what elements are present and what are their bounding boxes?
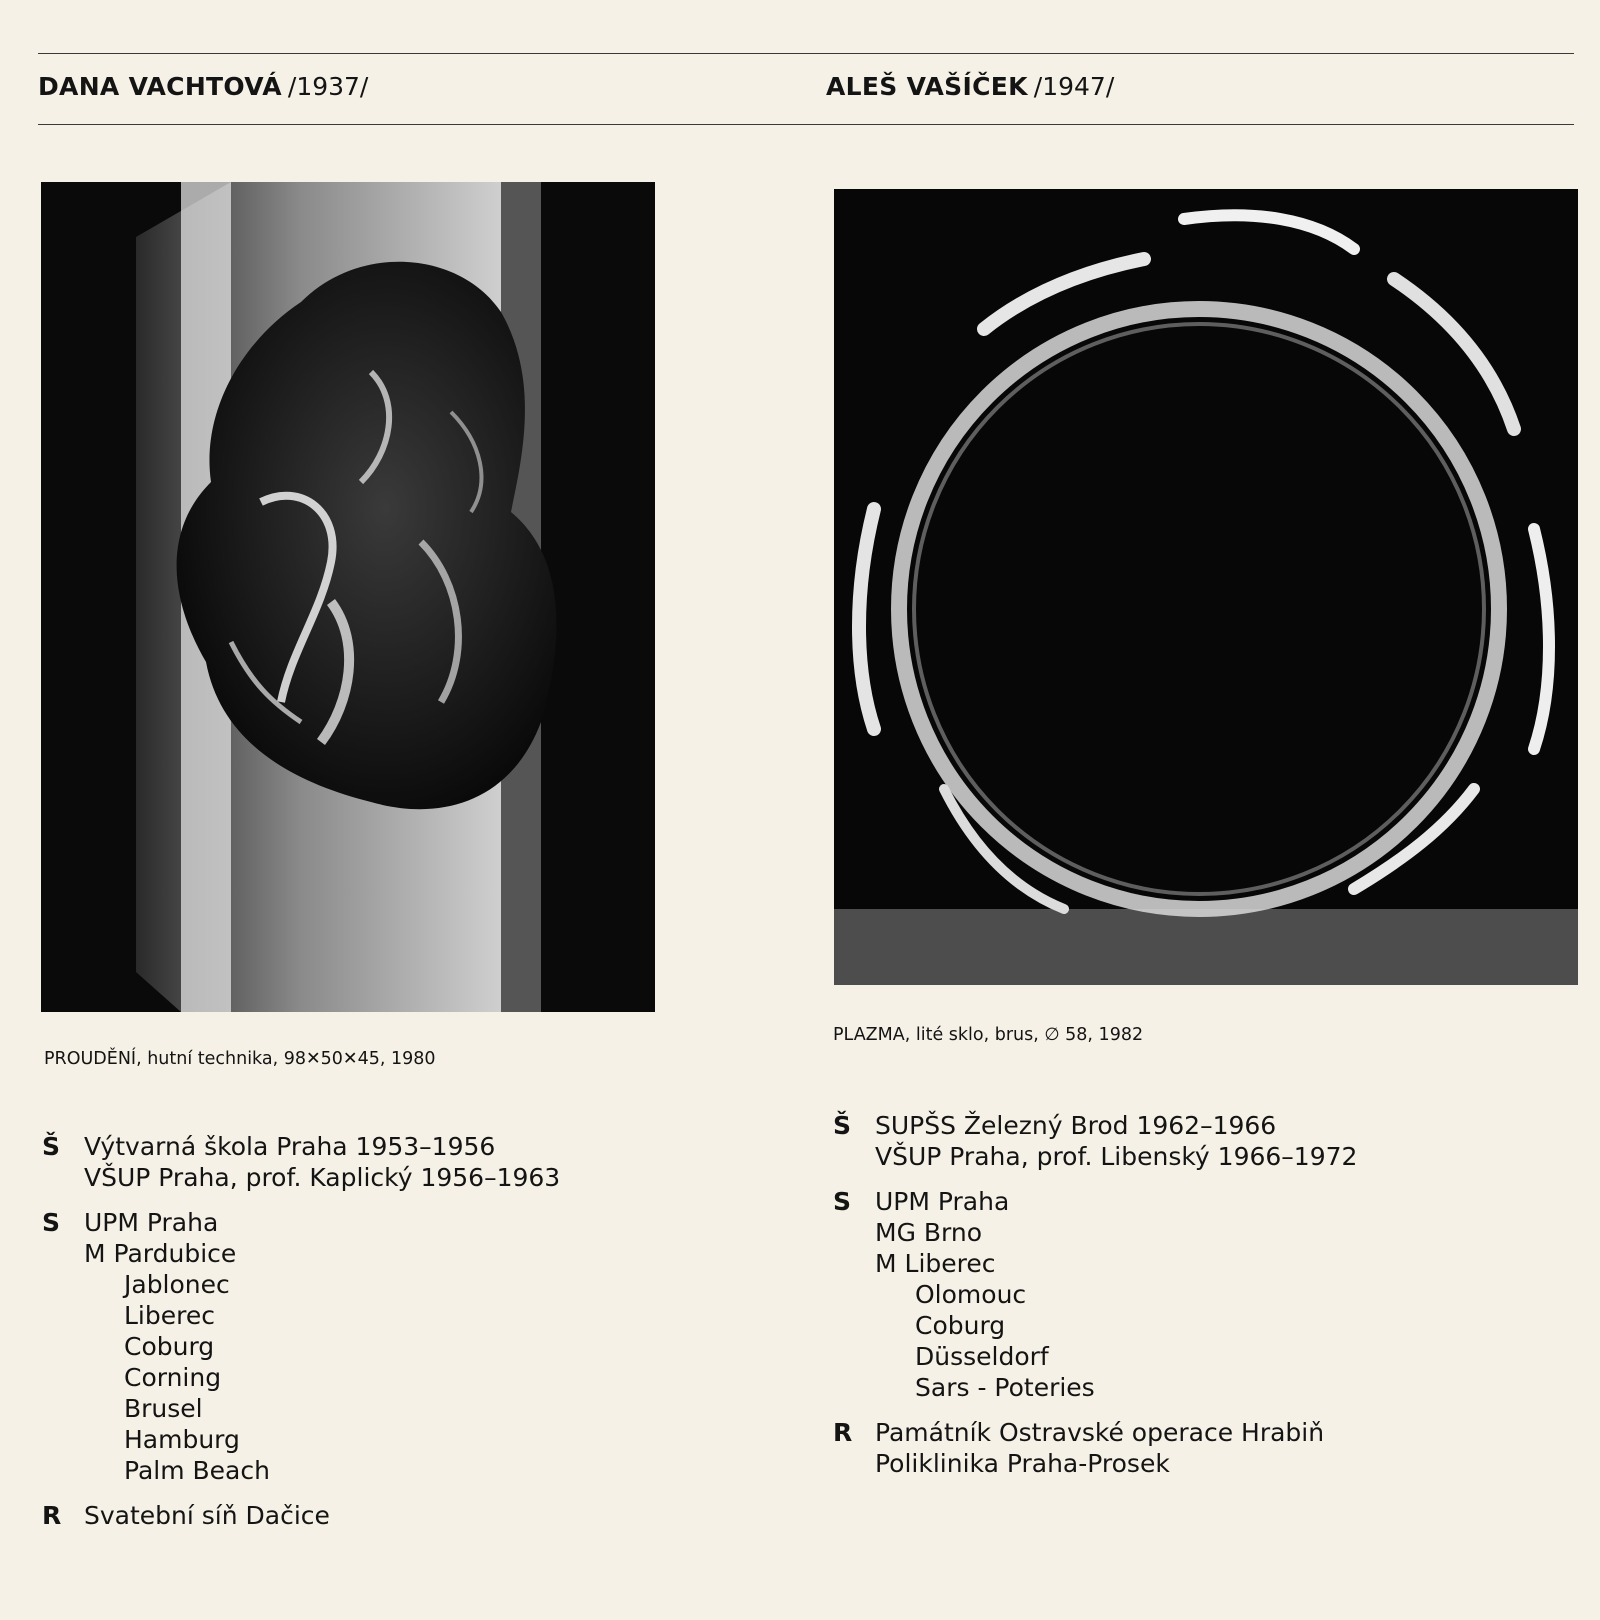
realizations-marker: R [42, 1501, 62, 1530]
collections-marker: S [833, 1187, 852, 1216]
realization-item: Svatební síň Dačice [84, 1501, 330, 1530]
school-row [833, 1141, 1357, 1172]
header-top-rule [38, 53, 1574, 54]
realizations-row [42, 1500, 560, 1531]
collection-city: Hamburg [124, 1425, 240, 1454]
school-marker: Š [42, 1132, 61, 1161]
collection-city: Coburg [915, 1311, 1006, 1340]
collection-city: Coburg [124, 1332, 215, 1361]
artwork-photo-plazma [834, 189, 1578, 985]
school-row [833, 1110, 1357, 1141]
realizations-row [833, 1417, 1357, 1448]
school-line: SUPŠS Železný Brod 1962–1966 [875, 1111, 1277, 1140]
artist-heading-right [826, 72, 1114, 101]
collection-city: Sars - Poteries [915, 1373, 1095, 1402]
school-line: VŠUP Praha, prof. Kaplický 1956–1963 [84, 1163, 561, 1192]
collection-city: Olomouc [915, 1280, 1027, 1309]
school-line: Výtvarná škola Praha 1953–1956 [84, 1132, 496, 1161]
school-row [42, 1131, 560, 1162]
artist-heading-left [38, 72, 368, 101]
collection-item: M Liberec [875, 1249, 996, 1278]
artist-bio-right [833, 1110, 1357, 1479]
collection-city: Brusel [124, 1394, 203, 1423]
realization-item: Památník Ostravské operace Hrabiň [875, 1418, 1325, 1447]
collection-item: M Pardubice [84, 1239, 237, 1268]
artist-year: /1947/ [1033, 72, 1115, 101]
collection-city: Düsseldorf [915, 1342, 1049, 1371]
artist-year: /1937/ [287, 72, 369, 101]
collection-item: MG Brno [875, 1218, 983, 1247]
collections-row [42, 1238, 560, 1269]
collection-item: UPM Praha [875, 1187, 1010, 1216]
glass-sculpture-image [41, 182, 655, 1012]
artist-name: DANA VACHTOVÁ [38, 72, 282, 101]
collection-item: UPM Praha [84, 1208, 219, 1237]
artwork-photo-proudeni [41, 182, 655, 1012]
artwork-caption: PROUDĚNÍ, hutní technika, 98✕50✕45, 1980 [44, 1049, 436, 1069]
school-row [42, 1162, 560, 1193]
collection-city: Corning [124, 1363, 222, 1392]
collections-row [42, 1207, 560, 1238]
artist-name: ALEŠ VAŠÍČEK [826, 72, 1028, 101]
header-bottom-rule [38, 124, 1574, 125]
collection-city: Palm Beach [124, 1456, 270, 1485]
collection-city: Liberec [124, 1301, 215, 1330]
collections-row [833, 1186, 1357, 1217]
realizations-marker: R [833, 1418, 853, 1447]
glass-ring-image [834, 189, 1578, 985]
collections-marker: S [42, 1208, 61, 1237]
school-line: VŠUP Praha, prof. Libenský 1966–1972 [875, 1142, 1358, 1171]
artist-bio-left [42, 1131, 560, 1531]
collection-city: Jablonec [124, 1270, 230, 1299]
school-marker: Š [833, 1111, 852, 1140]
artwork-caption: PLAZMA, lité sklo, brus, ∅ 58, 1982 [833, 1025, 1144, 1045]
realization-item: Poliklinika Praha-Prosek [875, 1449, 1170, 1478]
